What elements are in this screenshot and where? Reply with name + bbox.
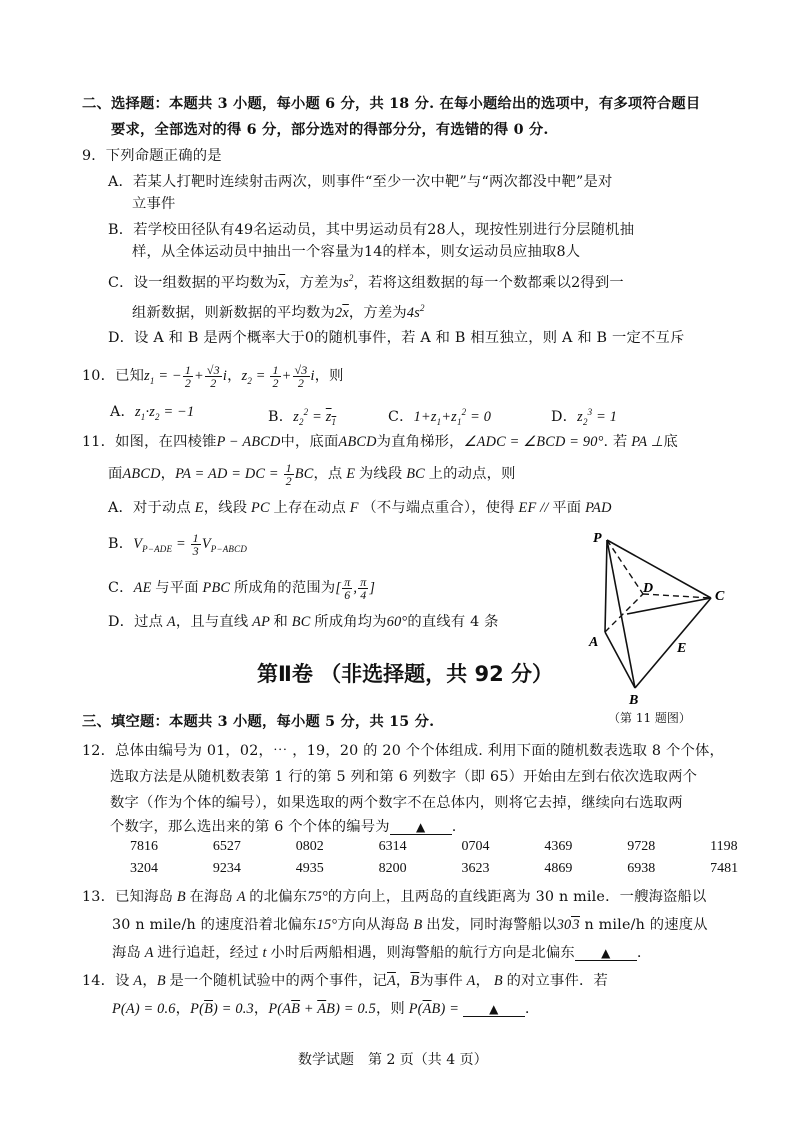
- table-row: [130, 855, 793, 877]
- label-e: E: [677, 641, 687, 656]
- q13-a: A: [233, 889, 250, 905]
- edge-pa: [605, 540, 607, 632]
- part2-title: 第Ⅱ卷 （非选择题，共 92 分）: [257, 662, 553, 686]
- q9-c-text2: ，方差为: [285, 274, 344, 291]
- table-cell: 4935: [295, 861, 324, 876]
- q11-t8: ，点: [313, 465, 343, 482]
- q11-option-c: [108, 576, 375, 601]
- section3-title: 三、填空题：本题共 3 小题，每小题 5 分，共 15 分.: [82, 714, 435, 730]
- q11-a-e: E: [191, 500, 204, 516]
- table-cell: 6527: [212, 839, 241, 854]
- q11-base2: ABCD: [122, 465, 161, 482]
- q13-b: B: [173, 889, 190, 905]
- q11-d-t5: 的直线有 4 条: [407, 614, 499, 630]
- q10-c-label: C．: [388, 408, 414, 425]
- q13-a2: A: [141, 945, 158, 961]
- q13-t10: 进行追赶，经过: [157, 945, 259, 961]
- q11-c-t3: 所成角的范围为: [233, 579, 336, 596]
- q11-a-f: F: [345, 500, 363, 516]
- table-cell: 7816: [130, 839, 158, 854]
- q13-t7: 出发，同时海警船以: [426, 917, 557, 933]
- q14-t4: ，: [395, 973, 411, 989]
- table-cell: 3623: [461, 861, 490, 876]
- q14-bbar: $\overline{B}$: [410, 973, 420, 989]
- q11-base: ABCD: [338, 434, 377, 450]
- table-cell: 6938: [627, 861, 656, 876]
- q11-d-a: A: [163, 614, 176, 630]
- q11-b-label: B．: [108, 535, 134, 552]
- q13-t2: 在海岛: [189, 889, 234, 905]
- table-cell: 9234: [212, 861, 241, 876]
- q13-t: t: [258, 945, 271, 961]
- q14-t7: 的对立事件．若: [506, 973, 609, 989]
- q11-d-bc: BC: [288, 614, 315, 630]
- q11-t2: 中，底面: [280, 434, 339, 450]
- new-variance: $4s^2$: [406, 303, 425, 321]
- q11-line1: [82, 432, 678, 452]
- q11-c-range: [ $\frac{\pi}{6}$ , $\frac{\pi}{4}$ ]: [335, 575, 376, 602]
- q11-c-ae: AE: [133, 579, 156, 596]
- q11-a-t2: ，线段: [203, 500, 248, 516]
- q11-t5: 底: [663, 434, 678, 450]
- q10-a-expr: $z_1\cdot z_2 = -1$: [135, 404, 195, 422]
- q11-b-expr: $V_{P-ADE}$ = $\frac{1}{3}$ $V_{P-ABCD}$: [133, 531, 248, 558]
- q10-d-label: D．: [551, 408, 578, 425]
- q9-c-text5: ，方差为: [348, 304, 407, 321]
- q11-a-t1: A．对于动点: [108, 500, 192, 516]
- label-a: A: [589, 635, 599, 650]
- q11-seg-bc: BC: [402, 465, 429, 482]
- q12-t4: 个数字，那么选出来的第 6 个个体的编号为: [110, 819, 390, 835]
- table-cell: 0802: [295, 839, 324, 854]
- q9-c-text1: C．设一组数据的平均数为: [108, 274, 279, 291]
- z1-definition: $z_1$ = − $\frac{1}{2}$ + $\frac{√3}{2}$ i: [144, 363, 228, 390]
- q11-a-t4: （不与端点重合），使得: [362, 500, 515, 516]
- q11-d-t3: 和: [273, 614, 289, 630]
- new-mean: $2\overline{x}$: [334, 304, 349, 321]
- q14-t2: ，: [142, 973, 157, 989]
- q13-t3: 的北偏东: [249, 889, 308, 905]
- q14-pbbar: $P(\overline{B}) = 0.3$: [190, 1001, 254, 1017]
- q12-line3: 数字（作为个体的编号），如果选取的两个数字不在总体内，则将它去掉，继续向右选取两: [110, 795, 683, 811]
- answer-blank-q12[interactable]: ▲: [390, 820, 452, 835]
- q14-t6: ，: [475, 973, 491, 989]
- q13-angle75: 75°: [307, 889, 328, 905]
- q14-t3: 是一个随机试验中的两个事件，记: [169, 973, 387, 989]
- q9-option-a-line1: A．若某人打靶时连续射击两次，则事件“至少一次中靶”与“两次都没中靶”是对: [108, 174, 613, 190]
- q12-line2: 选取方法是从随机数表第 1 行的第 5 列和第 6 列数字（即 65）开始由左到右依次选取两个: [110, 769, 698, 785]
- q11-a-pc: PC: [247, 500, 274, 516]
- q9-c-text4: 组新数据，则新数据的平均数为: [132, 304, 335, 321]
- q14-pa: P(A) = 0.6: [112, 1001, 176, 1017]
- q11-perp: PA ⊥: [627, 434, 664, 450]
- section2-title-line1: 二、选择题：本题共 3 小题，每小题 6 分，共 18 分. 在每小题给出的选项中，有多项符合题目: [82, 96, 701, 112]
- q9-stem: 9．下列命题正确的是: [82, 148, 222, 164]
- q11-d-angle: 60°: [386, 614, 408, 630]
- q11-t9: 为线段: [358, 465, 403, 482]
- table-cell: 4869: [544, 861, 573, 876]
- q11-line2: [108, 462, 516, 487]
- q14-psum: $P(A\overline{B} + \overline{A}B) = 0.5$: [268, 1001, 376, 1017]
- q10-text3: ，则: [314, 367, 344, 384]
- q14-a2: A: [462, 973, 476, 989]
- label-d: D: [643, 581, 654, 596]
- table-cell: 1198: [710, 839, 738, 854]
- q14-t8: ，则: [375, 1001, 405, 1017]
- variance-symbol: $s^2$: [343, 273, 354, 291]
- q13-t6: 方向从海岛: [337, 917, 410, 933]
- q14-line2: P(A) = 0.6，$P(\overline{B}) = 0.3$，$P(A\overline{B} + \overline{A}B) = 0.5$，则 $P(\overline{A}B)$ = ▲ .: [112, 1001, 530, 1017]
- q14-abar: $\overline{A}$: [386, 973, 396, 989]
- figure-caption: （第 11 题图）: [608, 711, 691, 725]
- answer-blank-q14[interactable]: ▲: [463, 1002, 525, 1017]
- q9-c-text3: ，若将这组数据的每一个数都乘以2得到一: [353, 274, 624, 291]
- q11-a-pad: PAD: [581, 500, 612, 516]
- q10-a-label: A．: [110, 404, 136, 420]
- q11-lengths: PA = AD = DC = $\frac{1}{2}$ BC: [175, 461, 314, 488]
- q11-option-a: [108, 498, 612, 518]
- q11-t7: ，: [160, 465, 176, 482]
- page-footer: 数学试题 第 2 页（共 4 页）: [298, 1052, 488, 1068]
- q9-option-c-line2: [132, 298, 425, 323]
- q11-d-t1: D．过点: [108, 614, 164, 630]
- q10-stem: [82, 364, 344, 391]
- table-cell: 4369: [544, 839, 573, 854]
- q9-option-a-line2: 立事件: [132, 196, 176, 212]
- z2-definition: $z_2$ = $\frac{1}{2}$ + $\frac{√3}{2}$ i: [241, 363, 315, 390]
- q10-text1: 10．已知: [82, 367, 145, 384]
- q13-line2: [112, 915, 708, 935]
- q11-pyramid-figure: [585, 528, 735, 706]
- q10-option-a: [110, 402, 194, 427]
- edge-ae-segment: [627, 598, 711, 614]
- q13-t8: n mile/h 的速度从: [579, 917, 708, 933]
- q10-option-d: [551, 402, 617, 432]
- q11-d-ap: AP: [248, 614, 274, 630]
- table-row: [130, 839, 793, 855]
- table-cell: 7481: [710, 861, 739, 876]
- table-cell: 8200: [378, 861, 407, 876]
- q12-line4: 个数字，那么选出来的第 6 个个体的编号为 ▲ .: [110, 819, 457, 835]
- random-number-table: [130, 839, 793, 877]
- q10-d-expr: $z_2^3 = 1$: [577, 407, 618, 427]
- q14-target: $P(\overline{A}B)$ =: [404, 1001, 463, 1017]
- q14-b: B: [156, 973, 170, 989]
- q9-option-b-line1: B．若学校田径队有49名运动员，其中男运动员有28人，现按性别进行分层随机抽: [108, 222, 635, 238]
- q11-point-e: E: [342, 465, 359, 482]
- q11-c-pbc: PBC: [198, 579, 234, 596]
- q11-d-t2: ，且与直线: [175, 614, 249, 630]
- q10-c-expr: $1+z_1+z_1^2 = 0$: [413, 407, 492, 427]
- q11-c-t1: C．: [108, 579, 134, 596]
- q10-b-label: B．: [268, 408, 294, 425]
- q11-t10: 上的动点，则: [428, 465, 516, 482]
- q11-t6: 面: [108, 465, 123, 482]
- q10-option-c: [388, 402, 491, 432]
- q10-b-expr: $z_2^2 = z_1$: [293, 407, 337, 427]
- q13-t11: 小时后两船相遇，则海警船的航行方向是北偏东: [270, 945, 575, 961]
- q11-t1: 11．如图，在四棱锥: [82, 434, 217, 450]
- q13-b2: B: [409, 917, 427, 933]
- q14-b2: B: [490, 973, 507, 989]
- q11-a-t5: 平面: [552, 500, 582, 516]
- q13-line3: 海岛 A 进行追赶，经过 t 小时后两船相遇，则海警船的航行方向是北偏东 ▲ .: [112, 945, 642, 961]
- q11-t3: 为直角梯形，: [376, 434, 464, 450]
- label-p: P: [593, 531, 602, 546]
- q11-a-t3: 上存在动点: [273, 500, 346, 516]
- q10-option-b: [268, 402, 336, 432]
- answer-blank-q13[interactable]: ▲: [575, 946, 637, 961]
- q13-speed: 303: [556, 917, 580, 933]
- q13-line1: [82, 887, 707, 907]
- q13-t9: 海岛: [112, 945, 141, 961]
- edge-bc: [635, 598, 711, 688]
- q9-option-b-line2: 样，从全体运动员中抽出一个容量为14的样本，则女运动员应抽取8人: [132, 244, 581, 260]
- q13-angle15: 15°: [316, 917, 338, 933]
- table-cell: 9728: [627, 839, 656, 854]
- q9-option-c-line1: [108, 268, 624, 293]
- q11-t4: . 若: [603, 434, 628, 450]
- mean-symbol: $\overline{x}$: [278, 274, 286, 291]
- q11-a-ef: EF //: [514, 500, 553, 516]
- q13-t4: 的方向上，且两岛的直线距离为 30 n mile．一艘海盗船以: [327, 889, 707, 905]
- q12-line1: 12．总体由编号为 01，02，⋯ ，19，20 的 20 个个体组成. 利用下面的随机数表选取 8 个个体，: [82, 743, 724, 759]
- edge-dc: [643, 594, 711, 598]
- table-cell: 0704: [461, 839, 490, 854]
- q11-angles: ∠ADC = ∠BCD = 90°: [463, 434, 604, 450]
- q10-text2: ，: [227, 367, 242, 384]
- q11-pyramid: P − ABCD: [216, 434, 281, 450]
- label-c: C: [715, 589, 725, 604]
- q11-c-t2: 与平面: [155, 579, 199, 596]
- q14-t1: 14．设: [82, 973, 130, 989]
- q14-a: A: [129, 973, 143, 989]
- q11-option-b: [108, 532, 247, 559]
- table-cell: 3204: [130, 861, 158, 876]
- q9-option-d: D．设 A 和 B 是两个概率大于0的随机事件，若 A 和 B 相互独立，则 A 和 B 一定不互斥: [108, 330, 685, 346]
- q13-t1: 13．已知海岛: [82, 889, 174, 905]
- q13-t5: 30 n mile/h 的速度沿着北偏东: [112, 917, 317, 933]
- q11-option-d: [108, 612, 499, 632]
- table-cell: 6314: [378, 839, 407, 854]
- section2-title-line2: 要求，全部选对的得 6 分，部分选对的得部分分，有选错的得 0 分.: [111, 122, 549, 138]
- label-b: B: [629, 693, 639, 706]
- q11-d-t4: 所成角均为: [314, 614, 387, 630]
- edge-pc: [607, 540, 711, 598]
- q14-line1: [82, 971, 608, 991]
- q14-t5: 为事件: [419, 973, 463, 989]
